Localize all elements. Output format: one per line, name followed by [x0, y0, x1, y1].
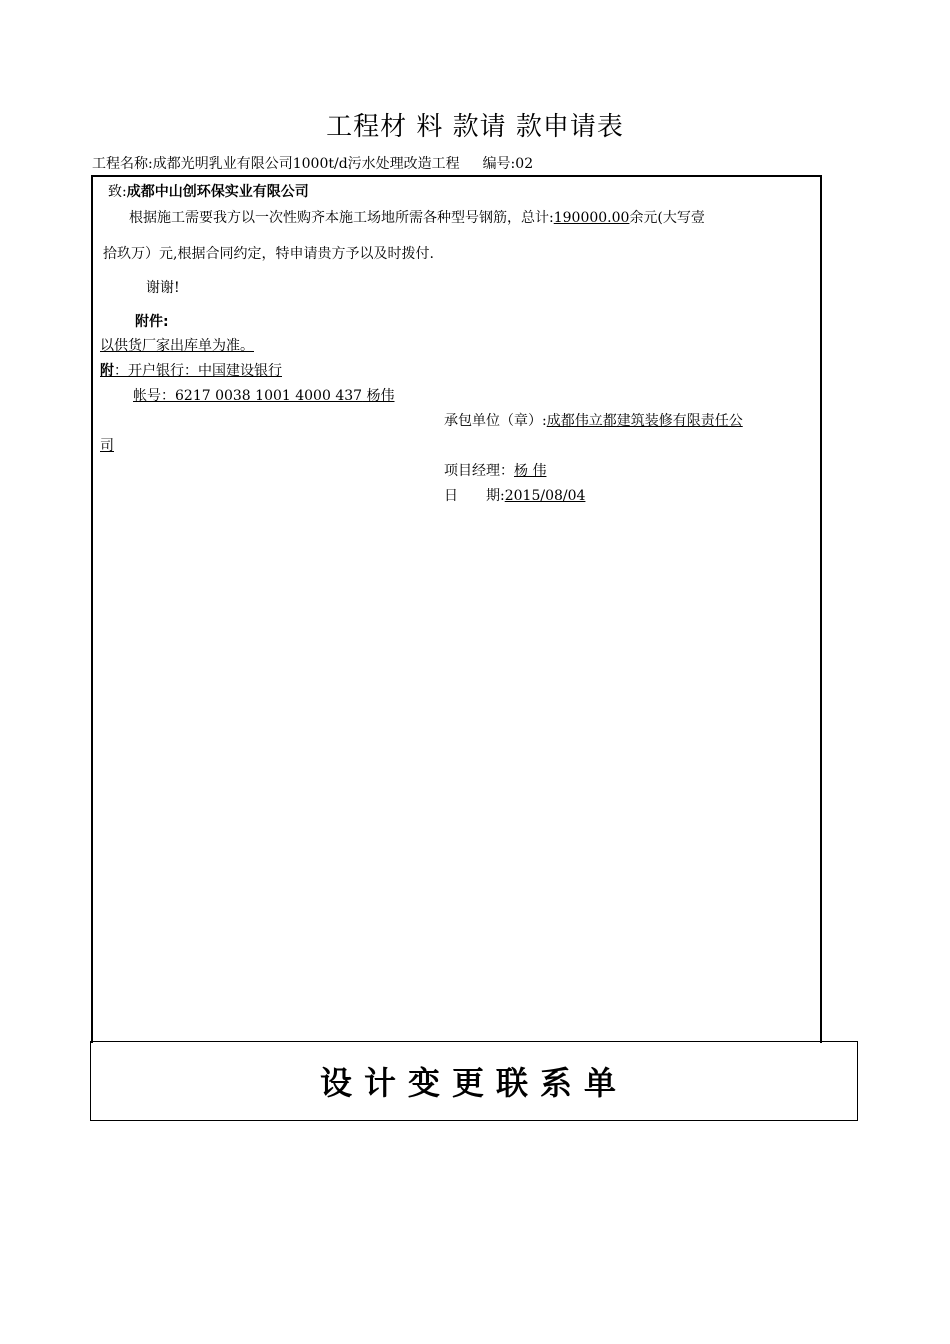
- design-change-form-box: [90, 1041, 858, 1121]
- manager-label: 项目经理：: [444, 463, 514, 479]
- date-line: [444, 485, 585, 505]
- body-text-1b: 余元(大写壹: [629, 210, 705, 226]
- project-name: 成都光明乳业有限公司1000t/d污水处理改造工程: [152, 156, 460, 172]
- contractor-name: 成都伟立都建筑装修有限责任公: [546, 413, 743, 429]
- form-number: 02: [515, 156, 534, 172]
- number-label: 编号:: [482, 156, 516, 172]
- bank-label: ：开户银行：: [114, 363, 198, 379]
- body-line-1: [129, 207, 705, 227]
- contractor-line: [444, 410, 743, 430]
- amount-value: 190000.00: [553, 210, 630, 226]
- design-change-title: 设计变更联系单: [319, 1064, 628, 1102]
- account-label: 帐号：: [133, 388, 175, 404]
- body-line-2: 拾玖万）元,根据合同约定，特申请贵方予以及时拨付.: [103, 246, 434, 262]
- attachment-label: 附件:: [135, 314, 169, 330]
- recipient-name: 成都中山创环保实业有限公司: [126, 184, 309, 200]
- date-label: 日 期:: [444, 488, 505, 504]
- bank-prefix: 附: [100, 363, 114, 379]
- account-holder: 杨伟: [366, 388, 395, 404]
- date-value: 2015/08/04: [504, 488, 586, 504]
- contractor-name-continued: 司: [100, 438, 114, 454]
- bank-line: [100, 360, 282, 380]
- body-text-1a: 根据施工需要我方以一次性购齐本施工场地所需各种型号钢筋，总计:: [129, 210, 554, 226]
- manager-line: [444, 460, 572, 480]
- project-label: 工程名称:: [92, 156, 153, 172]
- account-line: [100, 385, 395, 405]
- recipient-line: [108, 181, 309, 201]
- manager-name: 杨 伟: [514, 463, 547, 479]
- to-label: 致:: [108, 184, 127, 200]
- thanks-text: 谢谢!: [146, 280, 180, 296]
- project-header: [92, 153, 533, 173]
- attachment-text: 以供货厂家出库单为准。: [100, 338, 254, 354]
- page-title: 工程材 料 款请 款申请表: [326, 112, 624, 142]
- request-form-box: [91, 175, 822, 1043]
- bank-name: 中国建设银行: [198, 363, 282, 379]
- account-number: 6217 0038 1001 4000 437: [175, 388, 363, 404]
- contractor-label: 承包单位（章）:: [444, 413, 547, 429]
